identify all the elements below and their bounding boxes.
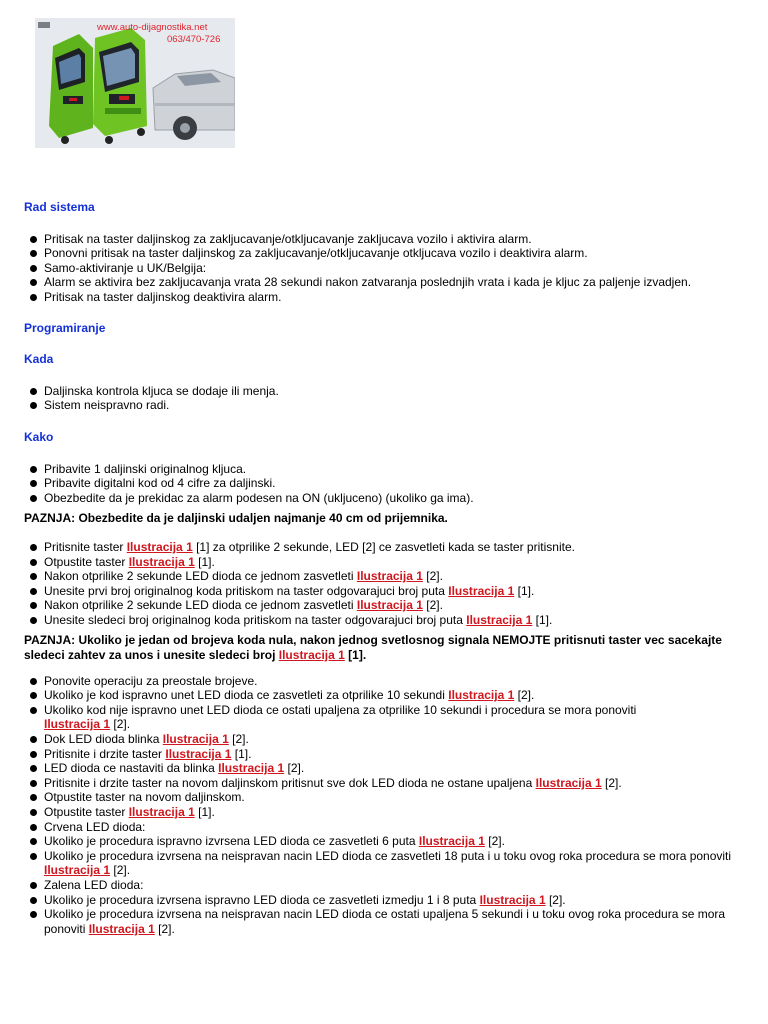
list-item: Samo-aktiviranje u UK/Belgija: <box>24 261 748 276</box>
list-item: Alarm se aktivira bez zakljucavanja vrata 28 sekundi nakon zatvaranja poslednjih vrata i kada je kljuc za paljenje izvadjen. <box>24 275 748 290</box>
list-item: Pritisnite i drzite taster na novom daljinskom pritisnut sve dok LED dioda ne ostane upaljena Ilustracija 1 [2]. <box>24 776 748 791</box>
list-item: Ponovni pritisak na taster daljinskog za zakljucavanje/otkljucavanje otkljucava vozilo i deaktivira alarm. <box>24 246 748 261</box>
warning-note-distance: PAZNJA: Obezbedite da je daljinski udaljen najmanje 40 cm od prijemnika. <box>24 511 448 526</box>
steps-list-2 <box>24 674 748 937</box>
list-item: Ukoliko kod nije ispravno unet LED dioda ce ostati upaljena za otprilike 10 sekundi i procedura se mora ponoviti Ilustracija 1 [2]. <box>24 703 748 732</box>
list-item: Pribavite 1 daljinski originalnog kljuca. <box>24 462 748 477</box>
heading-programiranje: Programiranje <box>24 320 106 335</box>
list-item: Ponovite operaciju za preostale brojeve. <box>24 674 748 689</box>
illustration-link[interactable]: Ilustracija 1 <box>218 761 285 776</box>
illustration-link[interactable]: Ilustracija 1 <box>448 688 515 703</box>
heading-kada: Kada <box>24 352 54 367</box>
illustration-link[interactable]: Ilustracija 1 <box>466 612 533 627</box>
heading-rad-sistema: Rad sistema <box>24 200 95 214</box>
list-item: Nakon otprilike 2 sekunde LED dioda ce jednom zasvetleti Ilustracija 1 [2]. <box>24 598 748 613</box>
list-item: Daljinska kontrola kljuca se dodaje ili menja. <box>24 384 748 399</box>
list-item: Ukoliko je procedura izvrsena na neispravan nacin LED dioda ce zasvetleti 18 puta i u toku ovog roka procedura se mora ponoviti Ilustracija 1 [2]. <box>24 849 748 878</box>
list-item: Otpustite taster na novom daljinskom. <box>24 790 748 805</box>
rad-list <box>24 232 748 305</box>
illustration-link[interactable]: Ilustracija 1 <box>126 539 193 554</box>
kako-list <box>24 462 748 506</box>
list-item: Obezbedite da je prekidac za alarm podesen na ON (ukljuceno) (ukoliko ga ima). <box>24 491 748 506</box>
list-item: Pritisnite taster Ilustracija 1 [1] za otprilike 2 sekunde, LED [2] ce zasvetleti kada se taster pritisnite. <box>24 540 748 555</box>
steps-list-1 <box>24 540 748 628</box>
list-item: Nakon otprilike 2 sekunde LED dioda ce jednom zasvetleti Ilustracija 1 [2]. <box>24 569 748 584</box>
illustration-link[interactable]: Ilustracija 1 <box>356 569 423 584</box>
illustration-link[interactable]: Ilustracija 1 <box>44 717 111 732</box>
list-item: Dok LED dioda blinka Ilustracija 1 [2]. <box>24 732 748 747</box>
banner-phone: 063/470-726 <box>167 34 221 45</box>
illustration-link[interactable]: Ilustracija 1 <box>128 554 195 569</box>
list-item: Unesite sledeci broj originalnog koda pritiskom na taster odgovarajuci broj puta Ilustracija 1 [1]. <box>24 613 748 628</box>
illustration-link[interactable]: Ilustracija 1 <box>479 892 546 907</box>
list-item: Sistem neispravno radi. <box>24 398 748 413</box>
list-item: Otpustite taster Ilustracija 1 [1]. <box>24 805 748 820</box>
list-item: Zalena LED dioda: <box>24 878 748 893</box>
list-item: Ukoliko je kod ispravno unet LED dioda ce zasvetleti za otprilike 10 sekundi Ilustracija 1 [2]. <box>24 688 748 703</box>
illustration-link[interactable]: Ilustracija 1 <box>278 648 345 663</box>
list-item: LED dioda ce nastaviti da blinka Ilustracija 1 [2]. <box>24 761 748 776</box>
list-item: Ukoliko je procedura izvrsena ispravno LED dioda ce zasvetleti izmedju 1 i 8 puta Ilustracija 1 [2]. <box>24 893 748 908</box>
kada-list <box>24 384 748 413</box>
illustration-link[interactable]: Ilustracija 1 <box>356 598 423 613</box>
list-item: Ukoliko je procedura ispravno izvrsena LED dioda ce zasvetleti 6 puta Ilustracija 1 [2]. <box>24 834 748 849</box>
list-item: Ukoliko je procedura izvrsena na neispravan nacin LED dioda ce ostati upaljena 5 sekundi i u toku ovog roka procedura se mora ponoviti Ilustracija 1 [2]. <box>24 907 748 936</box>
list-item: Crvena LED dioda: <box>24 820 748 835</box>
list-item: Pritisak na taster daljinskog za zakljucavanje/otkljucavanje zakljucava vozilo i aktivira alarm. <box>24 232 748 247</box>
illustration-link[interactable]: Ilustracija 1 <box>535 775 602 790</box>
illustration-link[interactable]: Ilustracija 1 <box>162 732 229 747</box>
illustration-link[interactable]: Ilustracija 1 <box>448 583 515 598</box>
illustration-link[interactable]: Ilustracija 1 <box>88 921 155 936</box>
document-body <box>24 200 748 936</box>
banner-url: www.auto-dijagnostika.net <box>97 22 208 33</box>
heading-kako: Kako <box>24 429 54 444</box>
logo-mark <box>38 22 50 28</box>
list-item: Otpustite taster Ilustracija 1 [1]. <box>24 555 748 570</box>
list-item: Unesite prvi broj originalnog koda pritiskom na taster odgovarajuci broj puta Ilustracija 1 [1]. <box>24 584 748 599</box>
illustration-link[interactable]: Ilustracija 1 <box>44 863 111 878</box>
illustration-link[interactable]: Ilustracija 1 <box>165 746 232 761</box>
warning-note-zero: PAZNJA: Ukoliko je jedan od brojeva koda nula, nakon jednog svetlosnog signala NEMOJTE pritisnuti taster vec sacekajte sledeci zahtev za unos i unesite sledeci broj Ilustracija 1 [1]. <box>24 633 722 663</box>
illustration-link[interactable]: Ilustracija 1 <box>418 834 485 849</box>
list-item: Pribavite digitalni kod od 4 cifre za daljinski. <box>24 476 748 491</box>
list-item: Pritisak na taster daljinskog deaktivira alarm. <box>24 290 748 305</box>
list-item: Pritisnite i drzite taster Ilustracija 1 [1]. <box>24 747 748 762</box>
banner-image <box>35 18 235 148</box>
illustration-link[interactable]: Ilustracija 1 <box>128 805 195 819</box>
